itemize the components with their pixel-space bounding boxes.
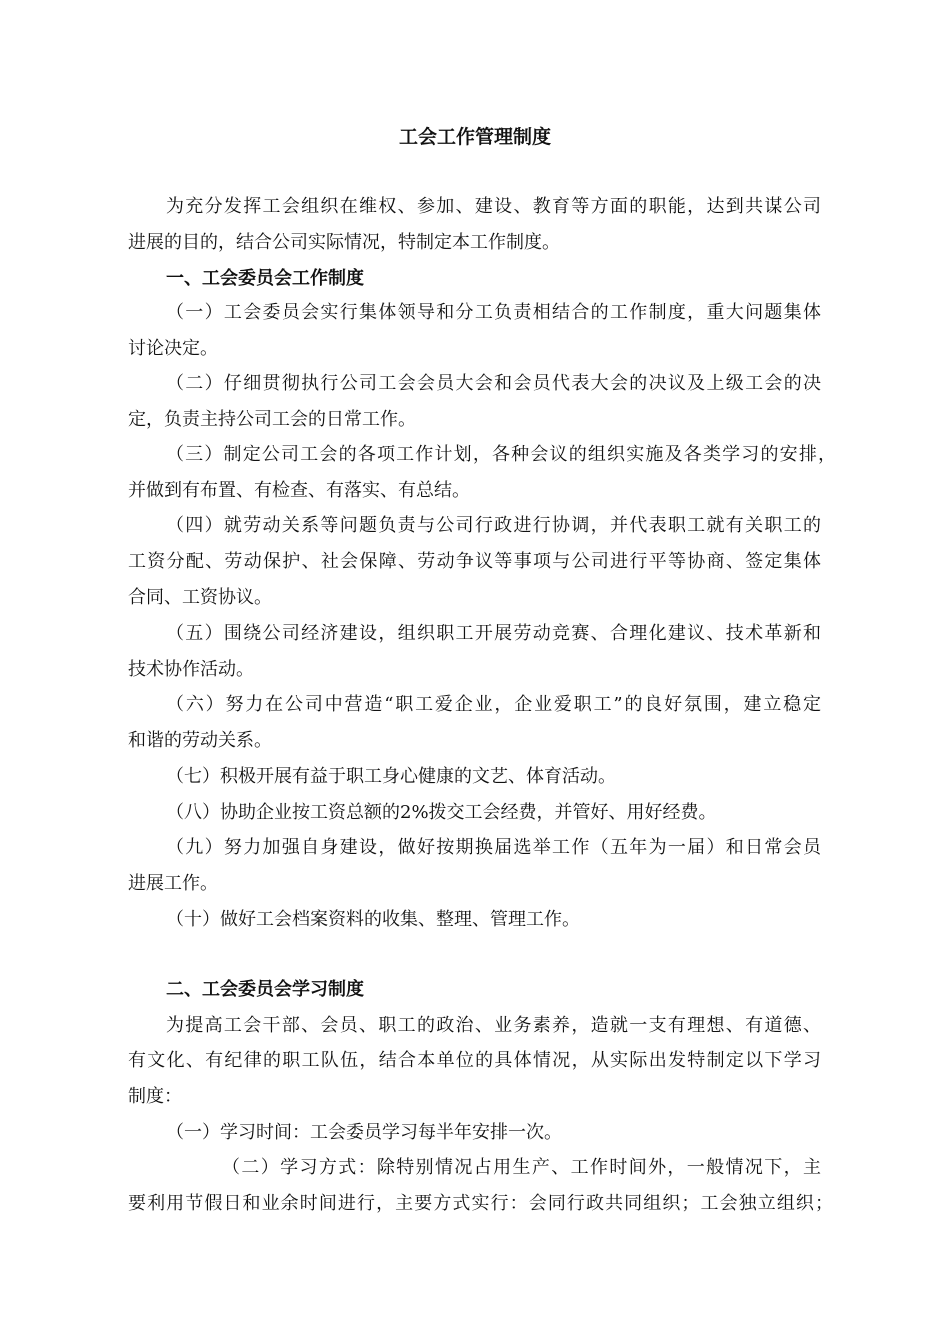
item-1-9-line-2: 进展工作。 xyxy=(128,873,218,894)
item-2-1: （一）学习时间：工会委员学习每半年安排一次。 xyxy=(166,1122,562,1143)
item-1-8: （八）协助企业按工资总额的2%拨交工会经费，并管好、用好经费。 xyxy=(166,802,717,823)
item-1-5-line-1: （五）围绕公司经济建设，组织职工开展劳动竞赛、合理化建议、技术革新和 xyxy=(166,623,821,644)
item-1-3-line-2: 并做到有布置、有检查、有落实、有总结。 xyxy=(128,480,470,501)
item-1-5-line-2: 技术协作活动。 xyxy=(128,659,254,680)
section-1-heading: 一、工会委员会工作制度 xyxy=(166,268,364,289)
section-2-intro-line-1: 为提高工会干部、会员、职工的政治、业务素养，造就一支有理想、有道德、 xyxy=(166,1015,821,1036)
section-2-intro-line-3: 制度： xyxy=(128,1086,182,1107)
item-1-1-line-1: （一）工会委员会实行集体领导和分工负责相结合的工作制度，重大问题集体 xyxy=(166,302,821,323)
document-title: 工会工作管理制度 xyxy=(398,126,551,148)
section-2-intro-line-2: 有文化、有纪律的职工队伍，结合本单位的具体情况，从实际出发特制定以下学习 xyxy=(128,1050,821,1071)
item-1-7: （七）积极开展有益于职工身心健康的文艺、体育活动。 xyxy=(166,766,616,787)
item-1-6-line-1: （六）努力在公司中营造“职工爱企业，企业爱职工”的良好氛围，建立稳定 xyxy=(166,694,821,715)
item-1-9-line-1: （九）努力加强自身建设，做好按期换届选举工作（五年为一届）和日常会员 xyxy=(166,837,821,858)
item-1-4-line-3: 合同、工资协议。 xyxy=(128,587,272,608)
item-1-4-line-1: （四）就劳动关系等问题负责与公司行政进行协调，并代表职工就有关职工的 xyxy=(166,515,821,536)
intro-line-1: 为充分发挥工会组织在维权、参加、建设、教育等方面的职能，达到共谋公司 xyxy=(166,196,821,217)
item-2-2-line-2: 要利用节假日和业余时间进行，主要方式实行：会同行政共同组织；工会独立组织； xyxy=(128,1193,833,1214)
section-2-heading: 二、工会委员会学习制度 xyxy=(166,979,364,1000)
intro-line-2: 进展的目的，结合公司实际情况，特制定本工作制度。 xyxy=(128,232,560,253)
item-1-4-line-2: 工资分配、劳动保护、社会保障、劳动争议等事项与公司进行平等协商、签定集体 xyxy=(128,551,821,572)
item-1-2-line-1: （二）仔细贯彻执行公司工会会员大会和会员代表大会的决议及上级工会的决 xyxy=(166,373,821,394)
item-1-3-line-1: （三）制定公司工会的各项工作计划，各种会议的组织实施及各类学习的安排， xyxy=(166,444,836,465)
item-1-2-line-2: 定，负责主持公司工会的日常工作。 xyxy=(128,409,416,430)
item-1-6-line-2: 和谐的劳动关系。 xyxy=(128,730,272,751)
item-1-1-line-2: 讨论决定。 xyxy=(128,338,218,359)
item-1-10: （十）做好工会档案资料的收集、整理、管理工作。 xyxy=(166,909,580,930)
item-2-2-line-1: （二）学习方式：除特别情况占用生产、工作时间外，一般情况下，主 xyxy=(222,1157,821,1178)
